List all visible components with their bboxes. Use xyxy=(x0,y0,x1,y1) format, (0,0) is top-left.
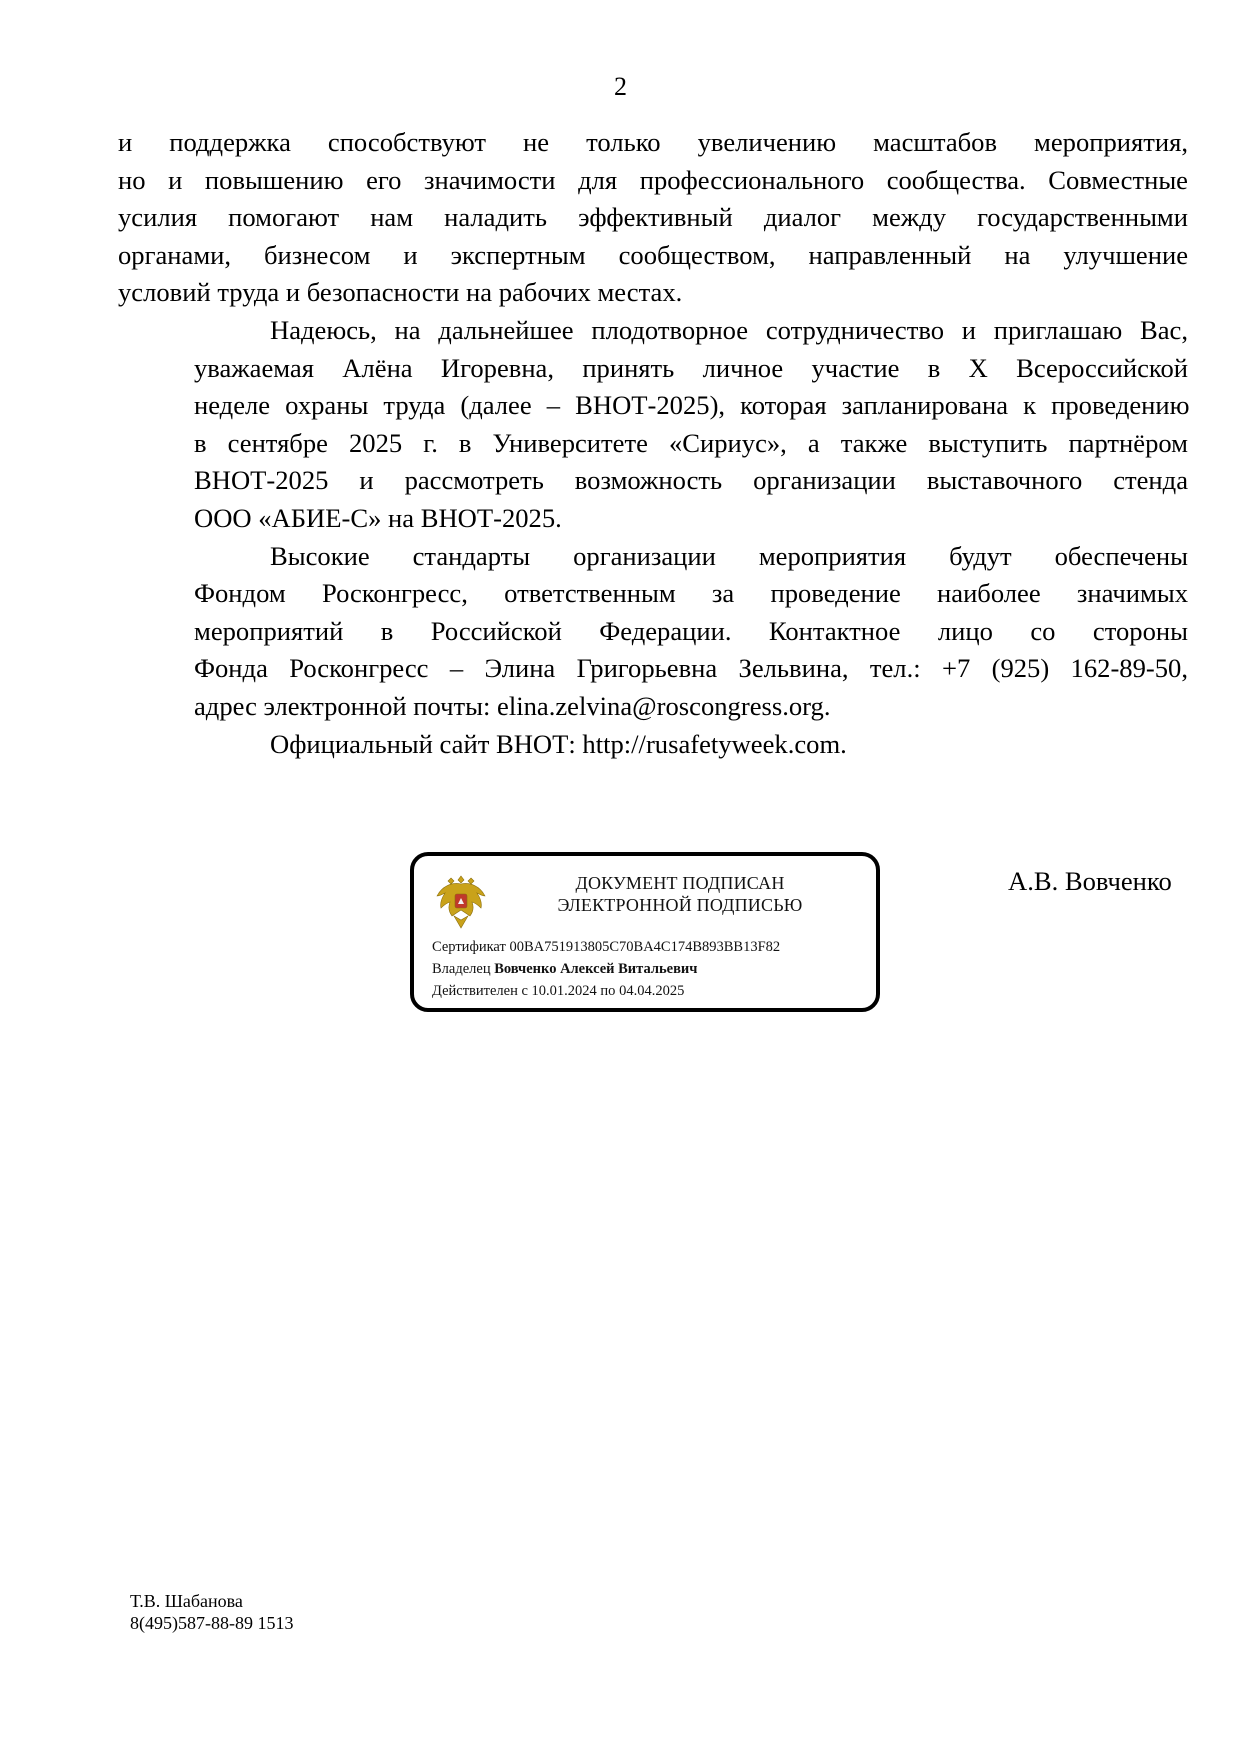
text-line: уважаемая Алёна Игоревна, принять личное участие в X Всероссийской xyxy=(194,352,1188,383)
certificate-value: 00BA751913805C70BA4C174B893BB13F82 xyxy=(509,939,781,955)
executor-name: Т.В. Шабанова xyxy=(130,1591,243,1611)
paragraph-2 xyxy=(118,312,1188,538)
russian-coat-of-arms-icon xyxy=(434,870,488,932)
text-line: усилия помогают нам наладить эффективный диалог между государственными xyxy=(118,202,1188,233)
text-line: условий труда и безопасности на рабочих местах. xyxy=(118,277,683,308)
executor-block xyxy=(130,1590,293,1634)
text-line: органами, бизнесом и экспертным сообществом, направленный на улучшение xyxy=(118,239,1188,270)
text-line: ООО «АБИЕ-С» на ВНОТ-2025. xyxy=(194,502,562,533)
signer-name: А.В. Вовченко xyxy=(1008,866,1172,896)
text-line: в сентябре 2025 г. в Университете «Сириус», а также выступить партнёром xyxy=(194,427,1188,458)
valid-to-value: 04.04.2025 xyxy=(619,983,685,999)
text-line: мероприятий в Российской Федерации. Контактное лицо со стороны xyxy=(194,615,1188,646)
page-number: 2 xyxy=(614,72,627,101)
text-line: Высокие стандарты организации мероприятия будут обеспечены xyxy=(270,540,1188,571)
text-line: Фонда Росконгресс – Элина Григорьевна Зельвина, тел.: +7 (925) 162-89-50, xyxy=(194,653,1188,684)
letter-body xyxy=(118,124,1188,763)
valid-to-label: по xyxy=(600,983,616,999)
valid-from-label: Действителен с xyxy=(432,983,528,999)
executor-phone: 8(495)587-88-89 1513 xyxy=(130,1613,294,1633)
owner-value: Вовченко Алексей Витальевич xyxy=(494,961,698,977)
electronic-signature-stamp xyxy=(410,852,880,1012)
text-line: но и повышению его значимости для профессионального сообщества. Совместные xyxy=(118,164,1188,195)
valid-from-value: 10.01.2024 xyxy=(531,983,597,999)
owner-row xyxy=(432,960,697,978)
text-line: Надеюсь, на дальнейшее плодотворное сотрудничество и приглашаю Вас, xyxy=(270,314,1188,345)
certificate-label: Сертификат xyxy=(432,939,506,955)
certificate-row xyxy=(432,938,780,956)
text-line: Фондом Росконгресс, ответственным за проведение наиболее значимых xyxy=(194,578,1188,609)
text-line: адрес электронной почты: elina.zelvina@roscongress.org. xyxy=(194,690,831,721)
paragraph-1 xyxy=(118,124,1188,312)
text-line: ВНОТ-2025 и рассмотреть возможность организации выставочного стенда xyxy=(194,465,1188,496)
owner-label: Владелец xyxy=(432,961,491,977)
paragraph-4 xyxy=(118,726,1188,764)
stamp-title-line: ЭЛЕКТРОННОЙ ПОДПИСЬЮ xyxy=(557,895,803,915)
text-line: неделе охраны труда (далее – ВНОТ-2025), которая запланирована к проведению xyxy=(194,390,1190,421)
validity-row xyxy=(432,982,684,1000)
stamp-title-line: ДОКУМЕНТ ПОДПИСАН xyxy=(575,873,785,893)
website-line: Официальный сайт ВНОТ: http://rusafetyweek.com. xyxy=(270,728,847,759)
text-line: и поддержка способствуют не только увеличению масштабов мероприятия, xyxy=(118,127,1188,157)
stamp-title xyxy=(504,872,856,916)
paragraph-3 xyxy=(118,538,1188,726)
